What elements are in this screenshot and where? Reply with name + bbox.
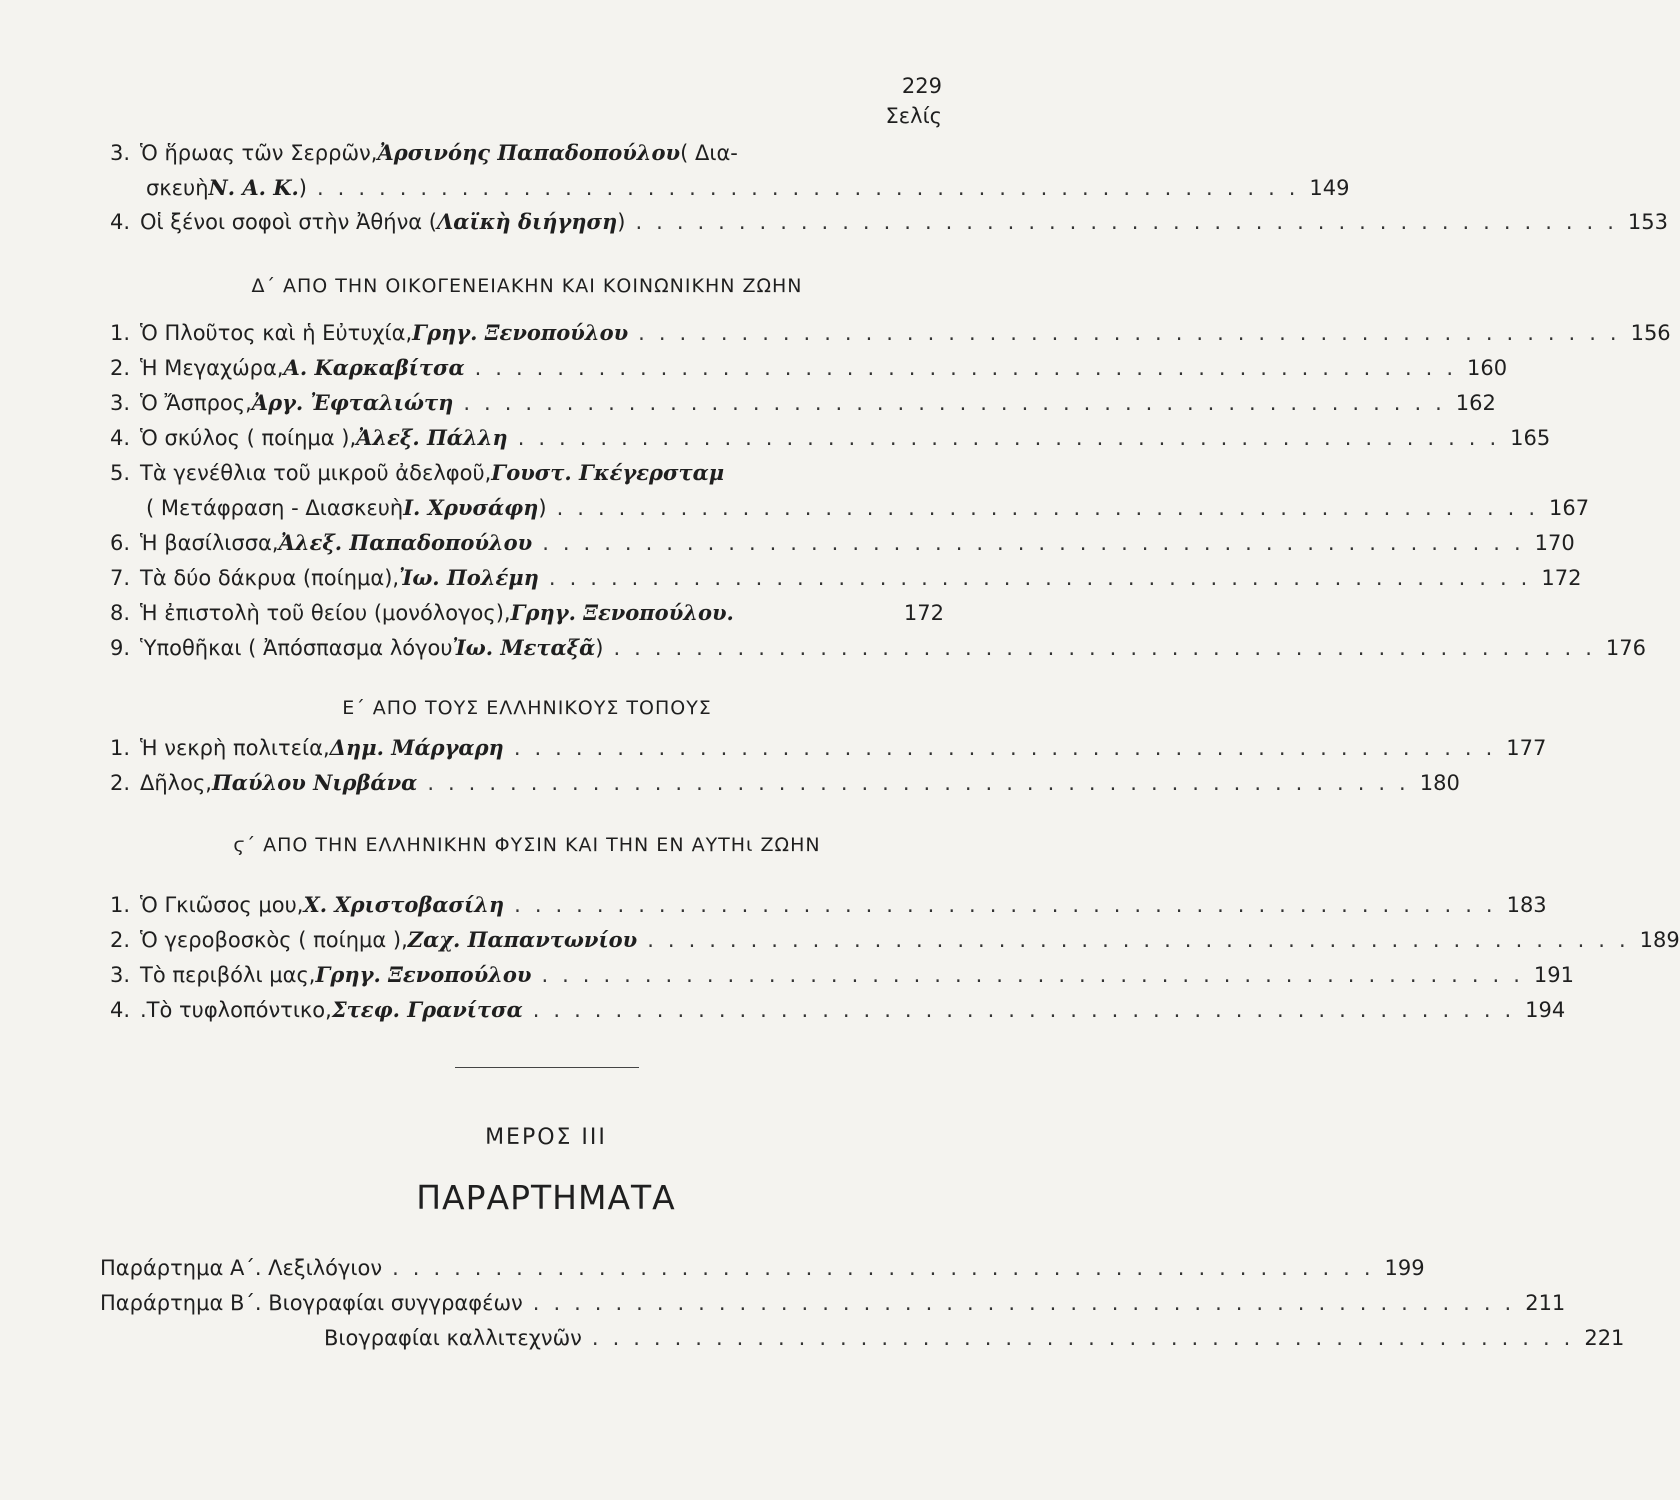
dot-leader: ................................................ xyxy=(517,426,1511,450)
dot-leader: ................................................ xyxy=(647,928,1640,952)
entry-number: 1. xyxy=(110,321,131,345)
entry-title: Δῆλος, xyxy=(140,771,212,795)
dot-leader: ................................................ xyxy=(532,1291,1526,1315)
entry-author: Ἀλεξ. Παπαδοπούλου xyxy=(278,530,533,555)
dot-leader: ................................................ xyxy=(591,1326,1585,1350)
entry-author: Ἀρσινόης Παπαδοπούλου xyxy=(377,140,681,165)
toc-entry xyxy=(110,563,1582,593)
entry-title-end: ( Δια- xyxy=(680,141,738,165)
toc-entry xyxy=(146,493,1590,523)
appendix-title: ΠΑΡΑΡΤΗΜΑΤΑ xyxy=(416,1178,676,1217)
entry-page: 162 xyxy=(1455,391,1496,415)
entry-author: Γουστ. Γκέγερσταμ xyxy=(491,460,725,485)
entry-title: Ὁ Γκιῶσος μου, xyxy=(140,893,304,917)
entry-author: Ἀργ. Ἐφταλιώτη xyxy=(251,390,454,415)
toc-entry xyxy=(110,138,944,168)
appendix-page: 199 xyxy=(1384,1256,1425,1280)
entry-author: Γρηγ. Ξενοπούλου xyxy=(315,962,532,987)
appendix-page: 221 xyxy=(1584,1326,1625,1350)
toc-entry xyxy=(110,733,1547,763)
entry-author: Ἀλεξ. Πάλλη xyxy=(356,425,508,450)
entry-title: Τὰ γενέθλια τοῦ μικροῦ ἀδελφοῦ, xyxy=(140,461,492,485)
dot-leader: ................................................ xyxy=(548,566,1542,590)
entry-title: Τὰ δύο δάκρυα (ποίημα), xyxy=(140,566,400,590)
entry-number: 6. xyxy=(110,531,131,555)
appendix-page: 211 xyxy=(1525,1291,1566,1315)
section-heading-d: Δ΄ ΑΠΟ ΤΗΝ ΟΙΚΟΓΕΝΕΙΑΚΗΝ ΚΑΙ ΚΟΙΝΩΝΙΚΗΝ ΖΩΗΝ xyxy=(251,275,803,297)
entry-number: 3. xyxy=(110,141,131,165)
entry-title-end: ) xyxy=(298,176,307,200)
entry-title: Ἡ νεκρὴ πολιτεία, xyxy=(140,736,330,760)
entry-title: Ὑποθῆκαι ( Ἀπόσπασμα λόγου xyxy=(140,636,453,660)
entry-page: 165 xyxy=(1510,426,1551,450)
entry-number: 2. xyxy=(110,928,131,952)
entry-title-end: ) xyxy=(538,496,547,520)
toc-entry xyxy=(110,768,1460,798)
toc-entry xyxy=(110,995,1566,1025)
entry-page: 191 xyxy=(1533,963,1574,987)
toc-entry xyxy=(146,173,1350,203)
entry-author: Λαϊκὴ διήγηση xyxy=(437,209,618,234)
entry-page: 160 xyxy=(1467,356,1508,380)
entry-title: Τὸ περιβόλι μας, xyxy=(140,963,316,987)
entry-title: Ὁ Πλοῦτος καὶ ἡ Εὐτυχία, xyxy=(140,321,413,345)
section-heading-f: ϛ΄ ΑΠΟ ΤΗΝ ΕΛΛΗΝΙΚΗΝ ΦΥΣΙΝ ΚΑΙ ΤΗΝ ΕΝ ΑΥΤΗι ΖΩΗΝ xyxy=(233,834,821,856)
entry-title-end: ) xyxy=(617,210,626,234)
entry-author: Ι. Χρυσάφη xyxy=(403,495,539,520)
appendix-entry xyxy=(324,1323,1625,1353)
entry-author: Γρηγ. Ξενοπούλου. xyxy=(510,600,734,625)
entry-number: 5. xyxy=(110,461,131,485)
dot-leader: ................................................ xyxy=(638,321,1631,345)
divider-rule xyxy=(455,1067,639,1068)
entry-author: Ζαχ. Παπαντωνίου xyxy=(407,927,638,952)
entry-number: 1. xyxy=(110,893,131,917)
dot-leader: ................................................ xyxy=(514,893,1507,917)
toc-entry xyxy=(110,423,1551,453)
entry-author: Ἰω. Πολέμη xyxy=(399,565,539,590)
toc-entry xyxy=(110,925,1680,955)
toc-entry xyxy=(110,458,944,488)
entry-number: 3. xyxy=(110,391,131,415)
entry-title: Ἡ βασίλισσα, xyxy=(140,531,279,555)
toc-entry xyxy=(110,960,1574,990)
dot-leader: ................................................ xyxy=(542,531,1535,555)
entry-number: 4. xyxy=(110,426,131,450)
section-heading-e: Ε΄ ΑΠΟ ΤΟΥΣ ΕΛΛΗΝΙΚΟΥΣ ΤΟΠΟΥΣ xyxy=(342,697,712,719)
page-column-label: Σελίς xyxy=(885,104,942,128)
entry-author: Παύλου Νιρβάνα xyxy=(211,770,418,795)
entry-author: Δημ. Μάργαρη xyxy=(329,735,504,760)
entry-title: Οἱ ξένοι σοφοὶ στὴν Ἀθήνα ( xyxy=(140,210,438,234)
dot-leader: ................................................ xyxy=(513,736,1507,760)
toc-entry xyxy=(110,318,1671,348)
entry-page: 167 xyxy=(1549,496,1590,520)
dot-leader: ................................................ xyxy=(474,356,1468,380)
entry-author: Α. Καρκαβίτσα xyxy=(283,355,465,380)
dot-leader: ................................................ xyxy=(541,963,1534,987)
toc-entry xyxy=(110,353,1508,383)
entry-page: 180 xyxy=(1419,771,1460,795)
entry-title: Ὁ Ἄσπρος, xyxy=(140,391,252,415)
dot-leader: ................................................ xyxy=(463,391,1456,415)
dot-leader: ................................................ xyxy=(427,771,1420,795)
entry-page: 183 xyxy=(1506,893,1547,917)
toc-entry xyxy=(110,207,1668,237)
entry-title: Ὁ σκύλος ( ποίημα ), xyxy=(140,426,357,450)
appendix-label: Παράρτημα Α΄. Λεξιλόγιον xyxy=(100,1256,383,1280)
entry-page: 176 xyxy=(1605,636,1646,660)
toc-entry xyxy=(110,633,1646,663)
toc-entry xyxy=(110,388,1496,418)
entry-number: 8. xyxy=(110,601,131,625)
entry-title: Ὁ ἥρωας τῶν Σερρῶν, xyxy=(140,141,378,165)
entry-number: 9. xyxy=(110,636,131,660)
appendix-entry xyxy=(100,1253,1425,1283)
entry-number: 1. xyxy=(110,736,131,760)
entry-page: 149 xyxy=(1309,176,1350,200)
page-number: 229 xyxy=(901,74,942,98)
entry-title: ( Μετάφραση - Διασκευὴ xyxy=(146,496,404,520)
toc-entry xyxy=(110,890,1547,920)
entry-page: 194 xyxy=(1525,998,1566,1022)
dot-leader: ................................................ xyxy=(317,176,1310,200)
dot-leader: ................................................ xyxy=(635,210,1628,234)
appendix-label: Παράρτημα Β΄. Βιογραφίαι συγγραφέων xyxy=(100,1291,523,1315)
entry-author: Γρηγ. Ξενοπούλου xyxy=(412,320,629,345)
entry-title: Ἡ Μεγαχώρα, xyxy=(140,356,284,380)
toc-entry xyxy=(110,598,944,628)
appendix-label: Βιογραφίαι καλλιτεχνῶν xyxy=(324,1326,582,1350)
entry-number: 3. xyxy=(110,963,131,987)
dot-leader: ................................................ xyxy=(613,636,1606,660)
toc-entry xyxy=(110,528,1575,558)
entry-author: Ἰω. Μεταξᾶ xyxy=(452,635,596,660)
entry-title: σκευὴ xyxy=(146,176,209,200)
entry-number: 7. xyxy=(110,566,131,590)
part-heading: ΜΕΡΟΣ III xyxy=(485,1125,607,1150)
entry-number: 4. xyxy=(110,998,131,1022)
entry-page: 153 xyxy=(1627,210,1668,234)
entry-author: Ν. Α. Κ. xyxy=(208,175,299,200)
entry-page: 189 xyxy=(1639,928,1680,952)
entry-page: 172 xyxy=(1541,566,1582,590)
entry-page: 170 xyxy=(1534,531,1575,555)
dot-leader: ................................................ xyxy=(532,998,1526,1022)
entry-number: 2. xyxy=(110,771,131,795)
entry-title: .Τὸ τυφλοπόντικο, xyxy=(140,998,332,1022)
entry-author: Στεφ. Γρανίτσα xyxy=(331,997,523,1022)
dot-leader: ................................................ xyxy=(556,496,1550,520)
entry-title-end: ) xyxy=(595,636,604,660)
entry-title: Ἡ ἐπιστολὴ τοῦ θείου (μονόλογος), xyxy=(140,601,511,625)
appendix-entry xyxy=(100,1288,1566,1318)
entry-page: 172 xyxy=(903,601,944,625)
entry-page: 177 xyxy=(1506,736,1547,760)
entry-title: Ὁ γεροβοσκὸς ( ποίημα ), xyxy=(140,928,408,952)
entry-page: 156 xyxy=(1630,321,1671,345)
entry-author: Χ. Χριστοβασίλη xyxy=(303,892,505,917)
entry-number: 2. xyxy=(110,356,131,380)
entry-number: 4. xyxy=(110,210,131,234)
dot-leader: ................................................ xyxy=(392,1256,1385,1280)
